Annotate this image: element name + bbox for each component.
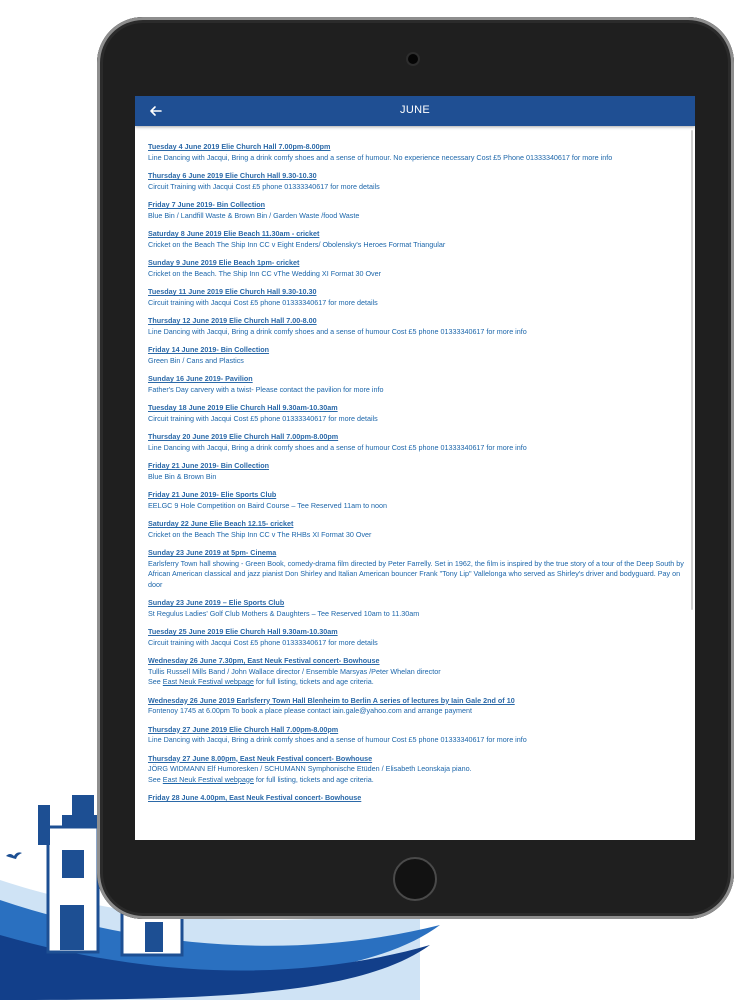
event-title-link[interactable]: Tuesday 25 June 2019 Elie Church Hall 9.30am-10.30am xyxy=(148,627,338,636)
event-description: Line Dancing with Jacqui, Bring a drink comfy shoes and a sense of humour Cost £5 phone 01333340617 for more info xyxy=(148,735,527,744)
event-title-link[interactable]: Sunday 23 June 2019 – Elie Sports Club xyxy=(148,598,285,607)
event-see-line xyxy=(148,677,685,688)
event-title-link[interactable]: Tuesday 11 June 2019 Elie Church Hall 9.30-10.30 xyxy=(148,287,317,296)
event-title-link[interactable]: Thursday 12 June 2019 Elie Church Hall 7.00-8.00 xyxy=(148,316,317,325)
event-description: Fontenoy 1745 at 6.00pm To book a place please contact iain.gale@yahoo.com and arrange payment xyxy=(148,706,473,715)
events-list xyxy=(135,126,695,840)
event-description: St Regulus Ladies' Golf Club Mothers & Daughters – Tee Reserved 10am to 11.30am xyxy=(148,608,420,618)
event-description: Cricket on the Beach. The Ship Inn CC vThe Wedding XI Format 30 Over xyxy=(148,268,382,278)
event-description: Blue Bin & Brown Bin xyxy=(148,471,217,481)
event-title-link[interactable]: Sunday 16 June 2019- Pavilion xyxy=(148,374,253,383)
event-title-link[interactable]: Wednesday 26 June 2019 Earlsferry Town Hall Blenheim to Berlin A series of lectures by Iain Gale 2nd of 10 xyxy=(148,695,515,705)
event-title-link[interactable]: Saturday 22 June Elie Beach 12.15- cricket xyxy=(148,519,294,528)
event-item xyxy=(148,656,685,688)
event-description: Cricket on the Beach The Ship Inn CC v The RHBs XI Format 30 Over xyxy=(148,529,372,539)
event-item xyxy=(148,548,685,590)
event-item xyxy=(148,171,685,192)
home-button[interactable] xyxy=(393,857,437,901)
event-description: Tullis Russell Mills Band / John Wallace director / Ensemble Marsyas /Peter Whelan director xyxy=(148,666,441,676)
event-item xyxy=(148,345,685,366)
event-item xyxy=(148,374,685,395)
event-title-link[interactable]: Friday 21 June 2019- Bin Collection xyxy=(148,461,270,470)
festival-webpage-link[interactable]: East Neuk Festival webpage xyxy=(162,677,254,686)
see-suffix: for full listing, tickets and age criteria. xyxy=(253,774,374,784)
event-description: Line Dancing with Jacqui, Bring a drink comfy shoes and a sense of humour Cost £5 phone 01333340617 for more info xyxy=(148,326,527,336)
event-item xyxy=(148,793,685,804)
event-description: Circuit training with Jacqui Cost £5 phone 01333340617 for more details xyxy=(148,413,378,423)
festival-webpage-link[interactable]: East Neuk Festival webpage xyxy=(162,774,254,784)
event-description: JÖRG WIDMANN Elf Humoresken / SCHUMANN Symphonische Etüden / Elisabeth Leonskaja piano. xyxy=(148,764,472,773)
scrollbar[interactable] xyxy=(691,130,693,610)
event-description: Green Bin / Cans and Plastics xyxy=(148,355,244,365)
event-title-link[interactable]: Thursday 6 June 2019 Elie Church Hall 9.30-10.30 xyxy=(148,171,317,180)
see-prefix: See xyxy=(148,774,163,784)
event-title-link[interactable]: Sunday 9 June 2019 Elie Beach 1pm- cricket xyxy=(148,258,300,267)
event-item xyxy=(148,258,685,279)
event-title-link[interactable]: Tuesday 4 June 2019 Elie Church Hall 7.00pm-8.00pm xyxy=(148,142,331,151)
event-description: Cricket on the Beach The Ship Inn CC v Eight Enders/ Obolensky's Heroes Format Triangular xyxy=(148,239,446,249)
event-title-link[interactable]: Thursday 20 June 2019 Elie Church Hall 7.00pm-8.00pm xyxy=(148,432,339,441)
event-item xyxy=(148,142,685,163)
event-title-link[interactable]: Thursday 27 June 8.00pm, East Neuk Festival concert- Bowhouse xyxy=(148,753,373,763)
event-item xyxy=(148,200,685,221)
event-item xyxy=(148,627,685,648)
see-suffix: for full listing, tickets and age criteria. xyxy=(253,677,374,686)
event-description: EELGC 9 Hole Competition on Baird Course – Tee Reserved 11am to noon xyxy=(148,500,388,510)
event-item xyxy=(148,229,685,250)
event-title-link[interactable]: Sunday 23 June 2019 at 5pm- Cinema xyxy=(148,548,277,557)
app-bar xyxy=(135,96,695,126)
event-title-link[interactable]: Wednesday 26 June 7.30pm, East Neuk Festival concert- Bowhouse xyxy=(148,656,380,665)
event-description: Line Dancing with Jacqui, Bring a drink comfy shoes and a sense of humour. No experience necessary Cost £5 Phone 01333340617 for more info xyxy=(148,152,613,162)
event-item xyxy=(148,598,685,619)
app-screen xyxy=(135,96,695,840)
event-item xyxy=(148,696,685,717)
event-description: Father's Day carvery with a twist- Please contact the pavilion for more info xyxy=(148,384,384,394)
event-description: Blue Bin / Landfill Waste & Brown Bin / Garden Waste /food Waste xyxy=(148,210,360,220)
event-see-line xyxy=(148,775,685,786)
page-title: JUNE xyxy=(400,104,430,116)
event-title-link[interactable]: Tuesday 18 June 2019 Elie Church Hall 9.30am-10.30am xyxy=(148,403,338,412)
event-item xyxy=(148,461,685,482)
event-item xyxy=(148,519,685,540)
event-title-link[interactable]: Friday 21 June 2019- Elie Sports Club xyxy=(148,490,277,499)
front-camera xyxy=(408,54,418,64)
event-description: Circuit training with Jacqui Cost £5 phone 01333340617 for more details xyxy=(148,297,378,307)
event-title-link[interactable]: Thursday 27 June 2019 Elie Church Hall 7.00pm-8.00pm xyxy=(148,724,339,734)
event-item xyxy=(148,403,685,424)
event-description: Circuit Training with Jacqui Cost £5 phone 01333340617 for more details xyxy=(148,181,380,191)
event-item xyxy=(148,432,685,453)
event-item xyxy=(148,754,685,786)
event-item xyxy=(148,725,685,746)
event-item xyxy=(148,490,685,511)
event-item xyxy=(148,316,685,337)
event-title-link[interactable]: Friday 14 June 2019- Bin Collection xyxy=(148,345,270,354)
event-title-link[interactable]: Saturday 8 June 2019 Elie Beach 11.30am - cricket xyxy=(148,229,320,238)
event-title-link[interactable]: Friday 7 June 2019- Bin Collection xyxy=(148,200,266,209)
event-title-link[interactable]: Friday 28 June 4.00pm, East Neuk Festival concert- Bowhouse xyxy=(148,793,362,802)
event-description: Line Dancing with Jacqui, Bring a drink comfy shoes and a sense of humour Cost £5 phone 01333340617 for more info xyxy=(148,442,527,452)
event-description: Circuit training with Jacqui Cost £5 phone 01333340617 for more details xyxy=(148,637,378,647)
event-description: Earlsferry Town hall showing - Green Book, comedy-drama film directed by Peter Farrelly. Set in 1962, the film is inspired by the true story of a tour of the Deep South by African American classical and jazz pianist Don Shirley and Italian American bouncer Frank "Tony Lip" Vallelonga who served as Shirley's driver and bodyguard. Pay on door xyxy=(148,558,684,589)
tablet-device xyxy=(97,17,734,919)
see-prefix: See xyxy=(148,677,163,686)
event-item xyxy=(148,287,685,308)
